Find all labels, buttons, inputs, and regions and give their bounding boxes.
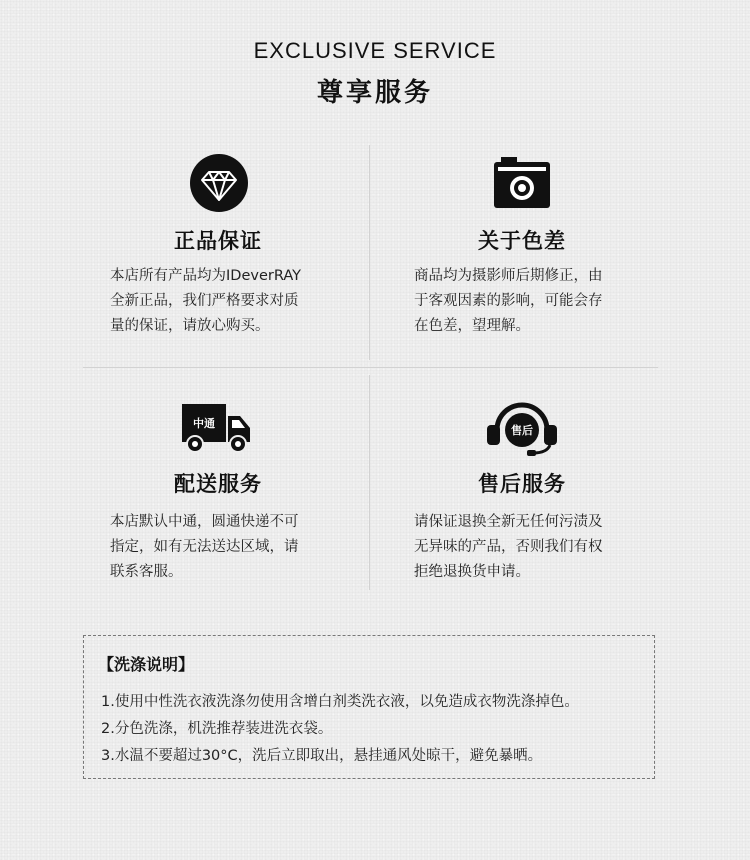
washing-title: 【洗涤说明】: [98, 655, 195, 674]
camera-icon: [493, 157, 551, 209]
service-description: 本店默认中通，圆通快递不可 指定，如有无法送达区域，请 联系客服。: [110, 514, 299, 580]
diamond-icon: [189, 153, 249, 213]
service-title: 关于色差: [478, 229, 566, 253]
header-title-cn: 尊享服务: [316, 78, 433, 108]
washing-instructions-box: [83, 635, 655, 779]
service-title: 正品保证: [174, 229, 262, 253]
washing-item: 1.使用中性洗衣液洗涤勿使用含增白剂类洗衣液，以免造成衣物洗涤掉色。: [101, 694, 579, 710]
truck-icon-label: 中通: [193, 417, 215, 430]
washing-item: 2.分色洗涤，机洗推荐装进洗衣袋。: [101, 721, 333, 737]
horizontal-divider: [83, 367, 658, 368]
vertical-divider-bottom: [369, 375, 370, 590]
delivery-truck-icon: [182, 402, 254, 454]
service-description: 请保证退换全新无任何污渍及 无异味的产品，否则我们有权 拒绝退换货申请。: [414, 514, 603, 580]
headset-icon: [485, 400, 559, 456]
service-description: 本店所有产品均为IDeverRAY 全新正品，我们严格要求对质 量的保证，请放心购买。: [110, 268, 301, 334]
service-title: 售后服务: [478, 472, 566, 496]
service-title: 配送服务: [174, 472, 262, 496]
washing-item: 3.水温不要超过30°C，洗后立即取出，悬挂通风处晾干，避免暴晒。: [101, 748, 543, 764]
headset-icon-label: 售后: [511, 424, 533, 437]
header-title-en: EXCLUSIVE SERVICE: [253, 38, 497, 63]
vertical-divider-top: [369, 145, 370, 360]
service-description: 商品均为摄影师后期修正，由 于客观因素的影响，可能会存 在色差，望理解。: [414, 268, 603, 334]
